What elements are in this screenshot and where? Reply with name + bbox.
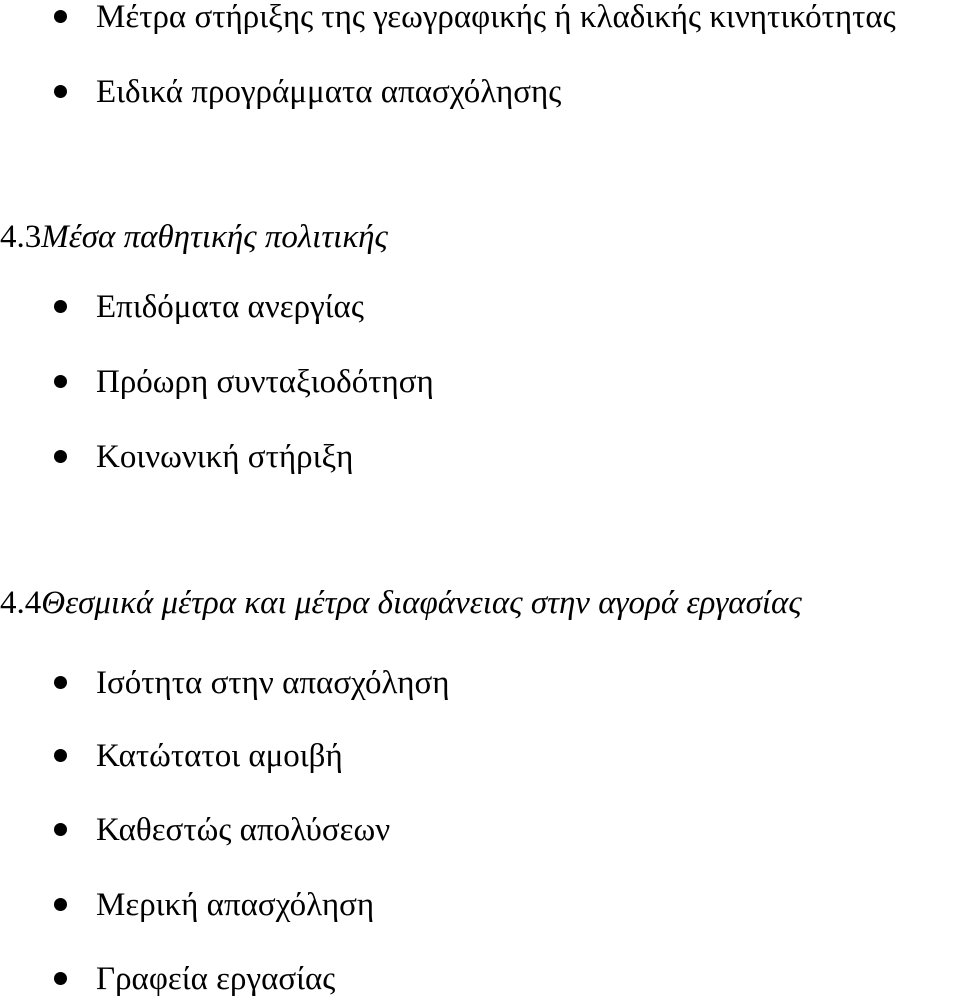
bullet-icon [54,676,67,689]
list-item-text: Πρόωρη συνταξιοδότηση [96,364,434,400]
section-heading [0,583,802,623]
list-item-text: Ισότητα στην απασχόληση [96,665,450,701]
section-number: 4.3 [0,219,42,255]
bullet-icon [54,450,67,463]
list-item [0,0,960,37]
list-item [0,810,960,850]
list-item-text: Καθεστώς απολύσεων [96,812,391,848]
bullet-icon [54,972,67,985]
bullet-icon [54,823,67,836]
section-title: Θεσμικά μέτρα και μέτρα διαφάνειας στην αγορά εργασίας [41,585,802,621]
list-item [0,362,960,402]
bullet-icon [54,375,67,388]
list-item [0,287,960,327]
bullet-icon [54,10,67,23]
list-item [0,959,960,999]
section-title: Μέσα παθητικής πολιτικής [41,219,388,255]
list-item-text: Επιδόματα ανεργίας [96,289,364,325]
list-item-text: Κοινωνική στήριξη [96,439,354,475]
list-item-text: Ειδικά προγράμματα απασχόλησης [96,74,562,110]
list-item [0,663,960,703]
list-item-text: Γραφεία εργασίας [96,961,336,997]
bullet-icon [54,300,67,313]
list-item-text: Κατώτατοι αμοιβή [96,738,343,774]
list-item [0,885,960,925]
list-item [0,72,960,112]
list-item-text: Μερική απασχόληση [96,887,375,923]
bullet-icon [54,749,67,762]
section-number: 4.4 [0,585,42,621]
bullet-icon [54,898,67,911]
list-item-text: Μέτρα στήριξης της γεωγραφικής ή κλαδικής κινητικότητας [96,0,896,35]
bullet-icon [54,85,67,98]
section-heading [0,217,388,257]
list-item [0,437,960,477]
list-item [0,736,960,776]
